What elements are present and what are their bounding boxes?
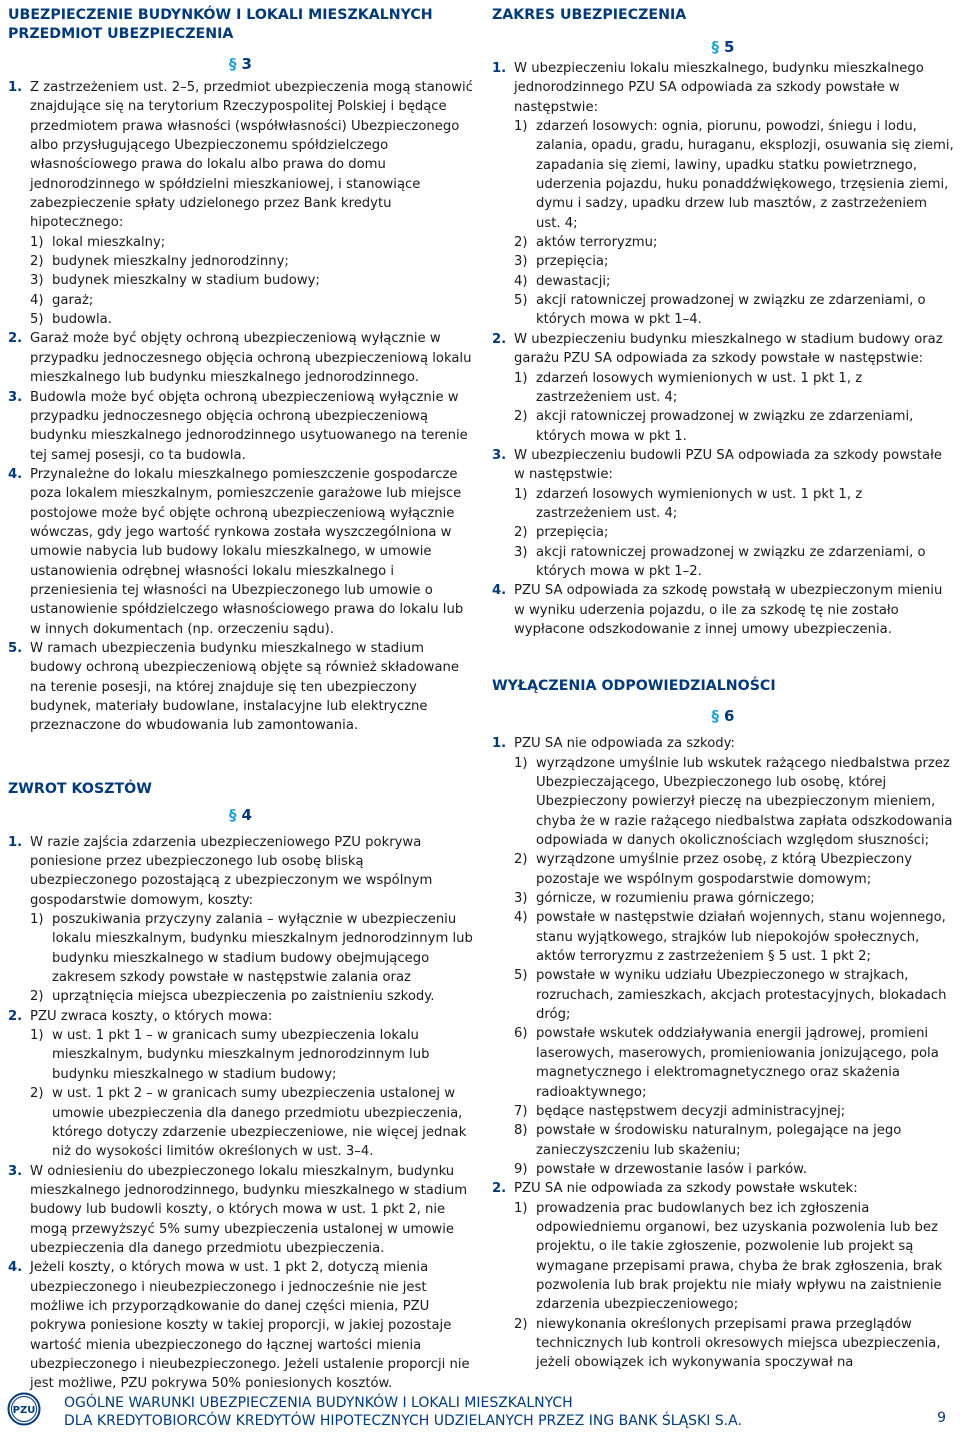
clause-number: 4.: [8, 466, 23, 482]
sub-clause-number: 4): [30, 292, 44, 308]
clause-number: 1.: [8, 80, 23, 95]
sub-clause: [492, 1121, 954, 1160]
sub-clause: [8, 271, 473, 290]
section-title-exclusions: WYŁĄCZENIA ODPOWIEDZIALNOŚCI: [492, 678, 776, 695]
sub-clause: [492, 754, 954, 851]
sub-clause-number: 4): [514, 910, 528, 926]
sub-clause: [492, 850, 954, 889]
sub-clause: [492, 117, 954, 233]
clause-number: 1.: [8, 834, 23, 850]
paragraph-number: 4: [241, 805, 252, 824]
sub-clause-text: powstałe wskutek oddziaływania energii jądrowej, promieni laserowych, maserowych, promieniowania jonizującego, pola magnetycznego i elektromagnetycznego oraz skażenia radioaktywnego;: [536, 1026, 939, 1100]
sub-clause-text: zdarzeń losowych wymienionych w ust. 1 pkt 1, z zastrzeżeniem ust. 4;: [536, 486, 863, 521]
sub-clause-number: 1): [30, 234, 44, 250]
paragraph-3-items: [8, 78, 473, 736]
right-column: [492, 6, 954, 1373]
clause-text: PZU SA nie odpowiada za szkody powstałe wskutek:: [514, 1181, 858, 1197]
sub-clause-text: zdarzeń losowych: ognia, piorunu, powodzi, śniegu i lodu, zalania, opadu, gradu, huraganu, eksplozji, osuwania się ziemi, zapadania się ziemi, lawiny, upadku statku powietrznego, uderzenia pojazdu, huku ponaddźwiękowego, trzęsienia ziemi, dymu i sadzy, upadku drzew lub masztów, z zastrzeżeniem ust. 4;: [536, 119, 954, 231]
sub-clause-text: będące następstwem decyzji administracyjnej;: [536, 1103, 846, 1119]
sub-clause-number: 2): [30, 254, 44, 270]
sub-clause-number: 1): [514, 486, 528, 502]
clause-text: W ramach ubezpieczenia budynku mieszkalnego w stadium budowy ochroną ubezpieczeniową objęte są również składowane na terenie posesji, na której znajduje się ten ubezpieczony budynek, materiały budowlane, instalacyjne lub elektryczne przeznaczone do wbudowania lub zamontowania.: [30, 640, 459, 734]
sub-clause-number: 2): [514, 409, 528, 425]
clause: [492, 59, 954, 117]
sub-clause-text: budowla.: [52, 312, 112, 328]
section-sign: §: [229, 805, 237, 824]
sub-clause: [8, 1026, 473, 1084]
sub-clause-number: 1): [30, 1028, 44, 1044]
clause: [492, 446, 954, 485]
sub-clause: [492, 1199, 954, 1315]
sub-clause-text: powstałe w następstwie działań wojennych, stanu wojennego, stanu wyjątkowego, strajków lub niepokojów społecznych, aktów terroryzmu z zastrzeżeniem § 5 ust. 1 pkt 2;: [536, 910, 946, 965]
sub-clause-text: akcji ratowniczej prowadzonej w związku ze zdarzeniami, których mowa w pkt 1.: [536, 409, 914, 444]
paragraph-number: 5: [724, 38, 735, 56]
sub-clause: [492, 369, 954, 408]
paragraph-heading-3: [8, 54, 473, 74]
sub-clause-text: powstałe w drzewostanie lasów i parków.: [536, 1161, 807, 1177]
sub-clause-number: 2): [514, 235, 528, 251]
paragraph-number: 6: [724, 707, 735, 726]
clause: [492, 734, 954, 753]
sub-clause-text: lokal mieszkalny;: [52, 234, 166, 250]
sub-clause: [492, 407, 954, 446]
sub-clause-text: powstałe w wyniku udziału Ubezpieczonego w strajkach, rozruchach, zamieszkach, akcjach protestacyjnych, blokadach dróg;: [536, 968, 947, 1023]
sub-clause-number: 8): [514, 1123, 528, 1139]
sub-clause-text: akcji ratowniczej prowadzonej w związku ze zdarzeniami, o których mowa w pkt 1–2.: [536, 544, 926, 579]
sub-clause-number: 1): [514, 1200, 528, 1216]
clause: [8, 78, 473, 233]
clause-text: Jeżeli koszty, o których mowa w ust. 1 pkt 2, dotyczą mienia ubezpieczonego i nieubezpieczonego i jednocześnie nie jest możliwe ich przyporządkowanie do danej części mienia, PZU pokrywa poniesione koszty w takiej proporcji, w jakiej pozostaje wartość mienia ubezpieczonego do łącznej wartości mienia ubezpieczonego i nieubezpieczonego. Jeżeli ustalenie proporcji nie jest możliwe, PZU pokrywa 50% poniesionych kosztów.: [30, 1260, 470, 1392]
sub-clause-number: 2): [514, 525, 528, 541]
clause: [492, 1179, 954, 1198]
clause-text: PZU zwraca koszty, o których mowa:: [30, 1008, 273, 1024]
clause-text: Garaż może być objęty ochroną ubezpieczeniową wyłącznie w przypadku jednoczesnego objęcia ochroną ubezpieczeniową lokalu mieszkalnego lub budynku mieszkalnego jednorodzinnego.: [30, 331, 472, 386]
sub-clause-number: 1): [514, 119, 528, 135]
pzu-logo: [7, 1392, 41, 1426]
sub-clause-number: 9): [514, 1161, 528, 1177]
sub-clause: [492, 252, 954, 271]
sub-clause: [492, 272, 954, 291]
clause: [8, 1162, 473, 1259]
sub-clause: [8, 987, 473, 1006]
sub-clause-text: dewastacji;: [536, 273, 611, 289]
sub-clause-text: wyrządzone umyślnie lub wskutek rażącego niedbalstwa przez Ubezpieczającego, Ubezpieczonego lub osobę, której Ubezpieczony powierzył pieczę na ubezpieczonym mieniem, chyba że w razie rażącego niedbalstwa zapłata odszkodowania odpowiada w danych okolicznościach względom słuszności;: [536, 755, 953, 849]
sub-clause: [492, 485, 954, 524]
clause-text: W odniesieniu do ubezpieczonego lokalu mieszkalnym, budynku mieszkalnego jednorodzinnego, budynku mieszkalnego w stadium budowy lub budowli koszty, o których mowa w ust. 1 pkt 2, nie mogą przewyższyć 5% sumy ubezpieczenia ustalonej w umowie ubezpieczenia dla danego przedmiotu ubezpieczenia.: [30, 1163, 468, 1256]
clause-text: W razie zajścia zdarzenia ubezpieczeniowego PZU pokrywa poniesione przez ubezpieczonego lub osobę bliską ubezpieczonego pozostającą z ubezpieczonym we wspólnym gospodarstwie domowym, koszty:: [30, 834, 433, 908]
clause: [8, 329, 473, 387]
sub-clause-text: budynek mieszkalny w stadium budowy;: [52, 273, 320, 289]
paragraph-heading-6: [492, 706, 954, 726]
paragraph-6-items: [492, 734, 954, 1372]
sub-clause-number: 3): [514, 891, 528, 907]
clause: [8, 1258, 473, 1393]
clause-number: 2.: [8, 331, 23, 347]
clause-text: Z zastrzeżeniem ust. 2–5, przedmiot ubezpieczenia mogą stanowić znajdujące się na terytorium Rzeczypospolitej Polskiej i będące przedmiotem prawa własności (współwłasności) Ubezpieczonego albo przysługującego Ubezpieczonemu spółdzielczego własnościowego prawa do lokalu albo prawa do domu jednorodzinnego w spółdzielni mieszkaniowej, i stanowiące zabezpieczenie spłaty udzielonego przez Bank kredytu hipotecznego:: [30, 80, 473, 231]
sub-clause-text: przepięcia;: [536, 525, 609, 541]
sub-clause-number: 7): [514, 1103, 528, 1119]
sub-clause-number: 2): [30, 989, 44, 1005]
sub-clause: [492, 889, 954, 908]
clause-number: 2.: [492, 331, 507, 347]
sub-clause-number: 2): [514, 1316, 528, 1332]
clause: [8, 833, 473, 910]
sub-clause-number: 5): [30, 312, 44, 328]
sub-clause-text: przepięcia;: [536, 254, 609, 270]
left-column: [8, 6, 473, 1394]
clause-number: 1.: [492, 61, 507, 76]
clause-text: W ubezpieczeniu lokalu mieszkalnego, budynku mieszkalnego jednorodzinnego PZU SA odpowiada za szkody powstałe w następstwie:: [514, 61, 924, 115]
clause-number: 5.: [8, 640, 23, 656]
sub-clause: [492, 291, 954, 330]
footer-line-1: OGÓLNE WARUNKI UBEZPIECZENIA BUDYNKÓW I LOKALI MIESZKALNYCH: [64, 1395, 573, 1411]
paragraph-heading-5: [492, 37, 954, 57]
sub-clause-text: wyrządzone umyślnie przez osobę, z którą Ubezpieczony pozostaje we wspólnym gospodarstwie domowym;: [536, 852, 913, 887]
sub-clause: [492, 1024, 954, 1101]
sub-clause-text: poszukiwania przyczyny zalania – wyłącznie w ubezpieczeniu lokalu mieszkalnym, budynku mieszkalnym jednorodzinnym lub budynku mieszkalnego w stadium budowy obejmującego zakresem szkody powstałe w następstwie zalania oraz: [52, 912, 473, 986]
clause: [8, 1007, 473, 1026]
clause-number: 4.: [8, 1260, 23, 1276]
section-title-insurance-scope: ZAKRES UBEZPIECZENIA: [492, 7, 687, 23]
sub-clause-number: 2): [30, 1086, 44, 1102]
section-sign: §: [711, 38, 720, 56]
clause-text: PZU SA nie odpowiada za szkody:: [514, 736, 735, 752]
sub-clause: [492, 233, 954, 252]
paragraph-heading-4: [8, 805, 473, 825]
sub-clause-text: akcji ratowniczej prowadzonej w związku ze zdarzeniami, o których mowa w pkt 1–4.: [536, 293, 926, 328]
page-number: 9: [937, 1410, 946, 1426]
footer-text: [64, 1394, 742, 1430]
clause: [8, 639, 473, 736]
sub-clause-number: 1): [514, 755, 528, 771]
sub-clause: [492, 523, 954, 542]
sub-clause-text: prowadzenia prac budowlanych bez ich zgłoszenia odpowiedniemu organowi, bez uzyskania pozwolenia lub bez projektu, o ile takie zgłoszenie, pozwolenie lub projekt są wymagane przepisami prawa, chyba że brak zgłoszenia, brak pozwolenia lub brak projektu nie miały wpływu na zaistnienie zdarzenia ubezpieczeniowego;: [536, 1200, 943, 1313]
sub-clause: [492, 1160, 954, 1179]
logo-text: PZU: [12, 1405, 36, 1416]
sub-clause: [8, 233, 473, 252]
sub-clause-number: 3): [30, 273, 44, 289]
sub-clause-number: 5): [514, 968, 528, 984]
clause-number: 3.: [492, 447, 507, 463]
clause: [492, 581, 954, 639]
sub-clause: [492, 1315, 954, 1373]
sub-clause: [492, 966, 954, 1024]
clause-number: 1.: [492, 736, 507, 752]
sub-clause-text: uprzątnięcia miejsca ubezpieczenia po zaistnieniu szkody.: [52, 989, 435, 1005]
clause: [492, 330, 954, 369]
clause: [8, 388, 473, 465]
clause-number: 4.: [492, 583, 507, 599]
sub-clause-number: 3): [514, 544, 528, 560]
clause-number: 3.: [8, 389, 23, 405]
sub-clause: [8, 291, 473, 310]
sub-clause-text: garaż;: [52, 292, 94, 308]
paragraph-5-items: [492, 59, 954, 639]
sub-clause-number: 5): [514, 293, 528, 309]
footer-line-2: DLA KREDYTOBIORCÓW KREDYTÓW HIPOTECZNYCH UDZIELANYCH PRZEZ ING BANK ŚLĄSKI S.A.: [64, 1413, 742, 1429]
sub-clause-number: 3): [514, 254, 528, 270]
sub-clause-number: 2): [514, 852, 528, 868]
clause-text: W ubezpieczeniu budynku mieszkalnego w stadium budowy oraz garażu PZU SA odpowiada za szkody powstałe w następstwie:: [514, 331, 943, 367]
section-sign: §: [229, 55, 237, 73]
clause-text: W ubezpieczeniu budowli PZU SA odpowiada za szkody powstałe w następstwie:: [514, 447, 942, 483]
clause-number: 2.: [8, 1008, 23, 1024]
sub-clause-text: górnicze, w rozumieniu prawa górniczego;: [536, 891, 815, 907]
sub-clause-number: 1): [30, 912, 44, 928]
sub-clause-text: powstałe w środowisku naturalnym, polegające na jego zanieczyszczeniu lub skażeniu;: [536, 1123, 902, 1158]
clause-text: Budowla może być objęta ochroną ubezpieczeniową wyłącznie w przypadku jednoczesnego objęcia ochroną ubezpieczeniową budynku mieszkalnego jednorodzinnego usytuowanego na terenie tej samej posesji, co ta budowla.: [30, 389, 468, 463]
sub-clause-number: 4): [514, 273, 528, 289]
sub-clause: [8, 310, 473, 329]
sub-clause: [492, 1102, 954, 1121]
section-sign: §: [711, 707, 720, 726]
sub-clause: [492, 543, 954, 582]
section-title-cost-refund: ZWROT KOSZTÓW: [8, 780, 152, 797]
clause-text: Przynależne do lokalu mieszkalnego pomieszczenie gospodarcze poza lokalem mieszkalnym, pomieszczenie garażowe lub miejsce postojowe może być objęte ochroną ubezpieczeniową wyłącznie wówczas, gdy jego wartość rynkowa została wyszczególniona w umowie nabycia lub budowy lokalu mieszkalnego, w umowie ustanowienia odrębnej własności lokalu mieszkalnego i przeniesienia tej własności na Ubezpieczonego lub umowie o ustanowienie spółdzielczego własnościowego prawa do lokalu lub w innych dokumentach (np. orzeczeniu sądu).: [30, 466, 464, 637]
sub-clause: [8, 252, 473, 271]
sub-clause-text: budynek mieszkalny jednorodzinny;: [52, 254, 289, 270]
sub-clause: [8, 1084, 473, 1161]
clause-text: PZU SA odpowiada za szkodę powstałą w ubezpieczonym mieniu w wyniku uderzenia pojazdu, o ile za szkodę tę nie zostało wypłacone odszkodowanie z innej umowy ubezpieczenia.: [514, 583, 943, 637]
paragraph-number: 3: [241, 55, 252, 73]
sub-clause: [492, 908, 954, 966]
sub-clause-text: w ust. 1 pkt 1 – w granicach sumy ubezpieczenia lokalu mieszkalnym, budynku mieszkalnym jednorodzinnym lub budynku mieszkalnego w stadium budowy;: [52, 1028, 430, 1082]
page-footer: [0, 1388, 960, 1434]
sub-clause-number: 6): [514, 1026, 528, 1042]
sub-clause-text: w ust. 1 pkt 2 – w granicach sumy ubezpieczenia ustalonej w umowie ubezpieczenia dla danego przedmiotu ubezpieczenia, którego dotyczy zdarzenie ubezpieczeniowe, nie więcej jednak niż do wysokości limitów określonych w ust. 3–4.: [52, 1086, 467, 1160]
sub-clause-number: 1): [514, 370, 528, 386]
clause-number: 3.: [8, 1163, 23, 1179]
paragraph-4-items: [8, 833, 473, 1394]
clause: [8, 465, 473, 639]
section-title-insurance-subject: UBEZPIECZENIE BUDYNKÓW I LOKALI MIESZKALNYCH PRZEDMIOT UBEZPIECZENIA: [8, 7, 433, 42]
clause-number: 2.: [492, 1181, 507, 1197]
sub-clause-text: aktów terroryzmu;: [536, 235, 658, 251]
sub-clause-text: niewykonania określonych przepisami prawa przeglądów technicznych lub kontroli okresowych miejsca ubezpieczenia, jeżeli obowiązek ich wykonywania spoczywał na: [536, 1316, 941, 1371]
sub-clause-text: zdarzeń losowych wymienionych w ust. 1 pkt 1, z zastrzeżeniem ust. 4;: [536, 370, 863, 405]
sub-clause: [8, 910, 473, 987]
